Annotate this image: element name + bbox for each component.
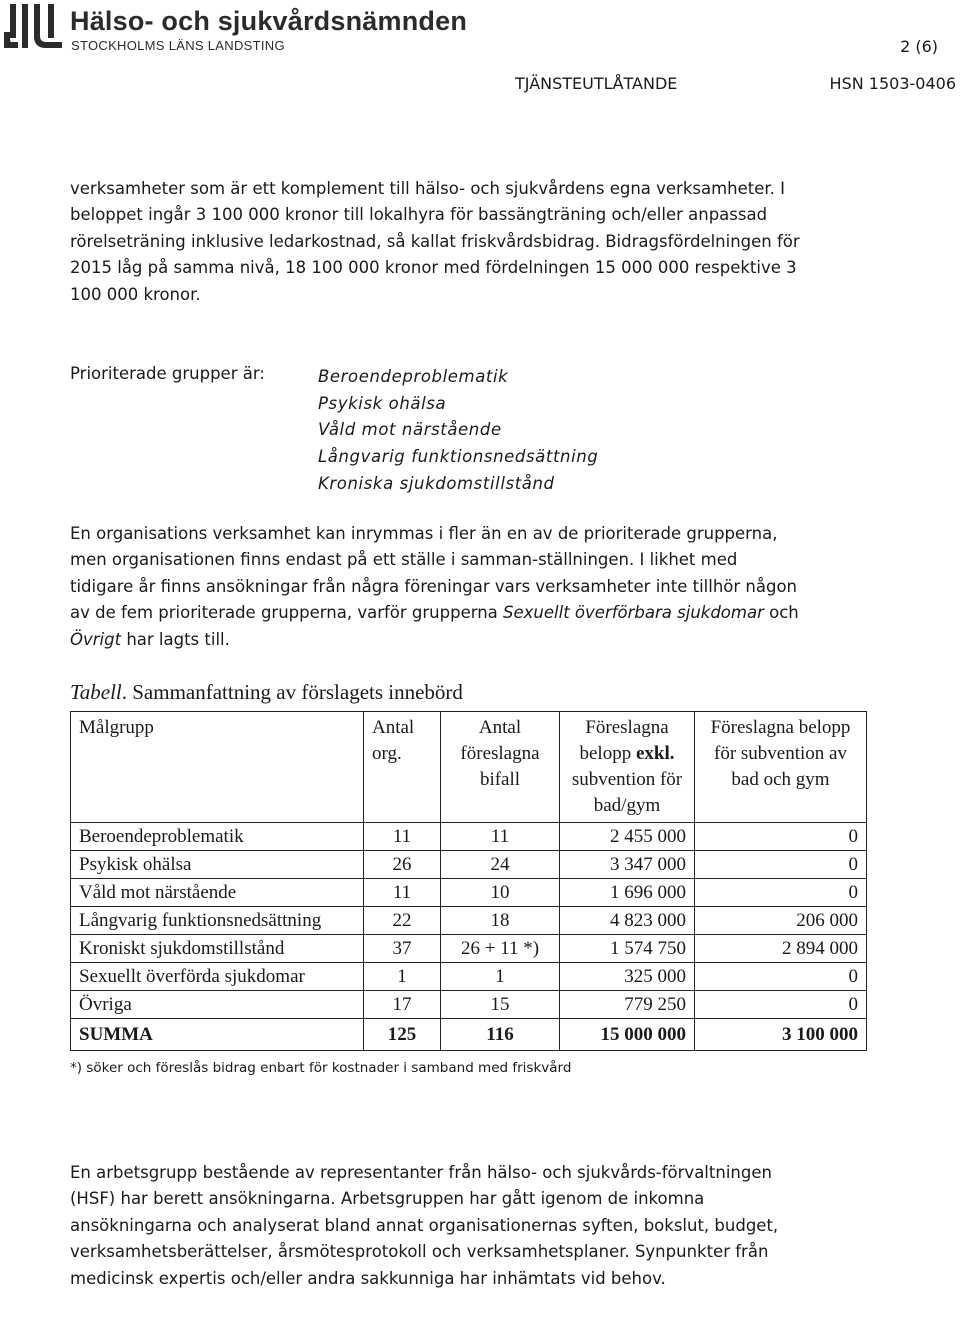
table-row xyxy=(71,935,867,963)
priority-item: Våld mot närstående xyxy=(318,420,502,440)
table-caption-tag: Tabell xyxy=(70,680,122,704)
cell-org: 22 xyxy=(364,907,441,935)
priority-item: Psykisk ohälsa xyxy=(318,393,447,413)
cell-amount: 1 696 000 xyxy=(560,879,695,907)
cell-group: Kroniskt sjukdomstillstånd xyxy=(71,935,364,963)
document-id: HSN 1503-0406 xyxy=(829,74,956,93)
priority-list xyxy=(318,364,598,498)
groups-text-1: En organisations verksamhet kan inrymmas i fler än en av de prioriterade grupperna, men organisationen finns endast på ett ställe i samman-ställningen. I likhet med tidigare år finns ansökningar från några föreningar vars verksamheter inte tillhör någon av de fem prioriterade grupperna, varför grupperna xyxy=(70,524,798,623)
intro-paragraph: verksamheter som är ett komplement till hälso- och sjukvårdens egna verksamheter. I beloppet ingår 3 100 000 kronor till lokalhyra för bassängträning och/eller anpassad rörelseträning inklusive ledarkostnad, så kallat friskvårdsbidrag. Bidragsfördelningen för 2015 låg på samma nivå, 18 100 000 kronor med fördelningen 15 000 000 respektive 3 100 000 kronor. xyxy=(70,179,800,304)
total-org: 125 xyxy=(364,1019,441,1051)
cell-subsidy: 0 xyxy=(695,823,867,851)
header-excl-bold: exkl. xyxy=(635,743,675,764)
header-excl-post: subvention för bad/gym xyxy=(571,769,683,816)
cell-group: Beroendeproblematik xyxy=(71,823,364,851)
document-type: TJÄNSTEUTLÅTANDE xyxy=(515,74,678,93)
header-org-count: Antal org. xyxy=(364,712,441,823)
table-caption xyxy=(70,680,463,705)
cell-org: 1 xyxy=(364,963,441,991)
cell-org: 37 xyxy=(364,935,441,963)
cell-group: Psykisk ohälsa xyxy=(71,851,364,879)
total-approved: 116 xyxy=(441,1019,560,1051)
page-number: 2 (6) xyxy=(900,37,938,56)
cell-approved: 24 xyxy=(441,851,560,879)
summary-table xyxy=(70,711,867,1051)
cell-amount: 3 347 000 xyxy=(560,851,695,879)
organization-subtitle: STOCKHOLMS LÄNS LANDSTING xyxy=(71,38,285,53)
total-subsidy: 3 100 000 xyxy=(695,1019,867,1051)
group-name-std: Sexuellt överförbara sjukdomar xyxy=(503,603,764,623)
cell-amount: 325 000 xyxy=(560,963,695,991)
groups-text-3: har lagts till. xyxy=(121,629,230,649)
cell-approved: 1 xyxy=(441,963,560,991)
cell-subsidy: 0 xyxy=(695,963,867,991)
total-group: SUMMA xyxy=(71,1019,364,1051)
table-total-row xyxy=(71,1019,867,1051)
table-body xyxy=(71,823,867,1051)
cell-group: Långvarig funktionsnedsättning xyxy=(71,907,364,935)
table-row xyxy=(71,963,867,991)
table-row xyxy=(71,991,867,1019)
header-target-group: Målgrupp xyxy=(71,712,364,823)
organization-logo xyxy=(4,2,474,52)
cell-approved: 18 xyxy=(441,907,560,935)
table-header-row xyxy=(71,712,867,823)
cell-subsidy: 2 894 000 xyxy=(695,935,867,963)
header-amount-excl xyxy=(560,712,695,823)
cell-subsidy: 206 000 xyxy=(695,907,867,935)
organization-name: Hälso- och sjukvårdsnämnden xyxy=(70,6,468,36)
cell-amount: 779 250 xyxy=(560,991,695,1019)
table-caption-text: Sammanfattning av förslagets innebörd xyxy=(127,680,463,704)
header-excl-pre: Föreslagna belopp xyxy=(579,717,669,764)
sll-logo-mark-icon xyxy=(4,2,64,50)
table-row xyxy=(71,907,867,935)
cell-org: 26 xyxy=(364,851,441,879)
header-subsidy-amount: Föreslagna belopp för subvention av bad och gym xyxy=(695,712,867,823)
closing-paragraph: En arbetsgrupp bestående av representanter från hälso- och sjukvårds-förvaltningen (HSF) har berett ansökningarna. Arbetsgruppen har gått igenom de inkomna ansökningarna och analyserat bland annat organisationernas syften, bokslut, budget, verksamhetsberättelser, årsmötesprotokoll och verksamhetsplaner. Synpunkter från medicinsk expertis och/eller andra sakkunniga har inhämtats vid behov. xyxy=(70,1163,779,1288)
table-caption-dot: . xyxy=(121,680,127,704)
cell-org: 11 xyxy=(364,879,441,907)
cell-subsidy: 0 xyxy=(695,879,867,907)
groups-text-2: och xyxy=(763,603,799,623)
cell-group: Sexuellt överförda sjukdomar xyxy=(71,963,364,991)
total-amount: 15 000 000 xyxy=(560,1019,695,1051)
cell-group: Våld mot närstående xyxy=(71,879,364,907)
priority-label: Prioriterade grupper är: xyxy=(70,364,265,383)
cell-org: 17 xyxy=(364,991,441,1019)
priority-item: Beroendeproblematik xyxy=(318,367,509,386)
table-footnote: *) söker och föreslås bidrag enbart för kostnader i samband med friskvård xyxy=(70,1060,572,1076)
cell-approved: 11 xyxy=(441,823,560,851)
cell-subsidy: 0 xyxy=(695,991,867,1019)
cell-approved: 15 xyxy=(441,991,560,1019)
cell-approved: 10 xyxy=(441,879,560,907)
priority-item: Långvarig funktionsnedsättning xyxy=(318,447,599,467)
table-row xyxy=(71,879,867,907)
cell-group: Övriga xyxy=(71,991,364,1019)
cell-amount: 2 455 000 xyxy=(560,823,695,851)
cell-amount: 1 574 750 xyxy=(560,935,695,963)
header-approved-count: Antal föreslagna bifall xyxy=(441,712,560,823)
table-row xyxy=(71,851,867,879)
table-row xyxy=(71,823,867,851)
cell-org: 11 xyxy=(364,823,441,851)
cell-approved: 26 + 11 *) xyxy=(441,935,560,963)
groups-paragraph xyxy=(70,521,805,653)
group-name-other: Övrigt xyxy=(70,629,122,649)
cell-subsidy: 0 xyxy=(695,851,867,879)
cell-amount: 4 823 000 xyxy=(560,907,695,935)
priority-item: Kroniska sjukdomstillstånd xyxy=(318,473,555,493)
